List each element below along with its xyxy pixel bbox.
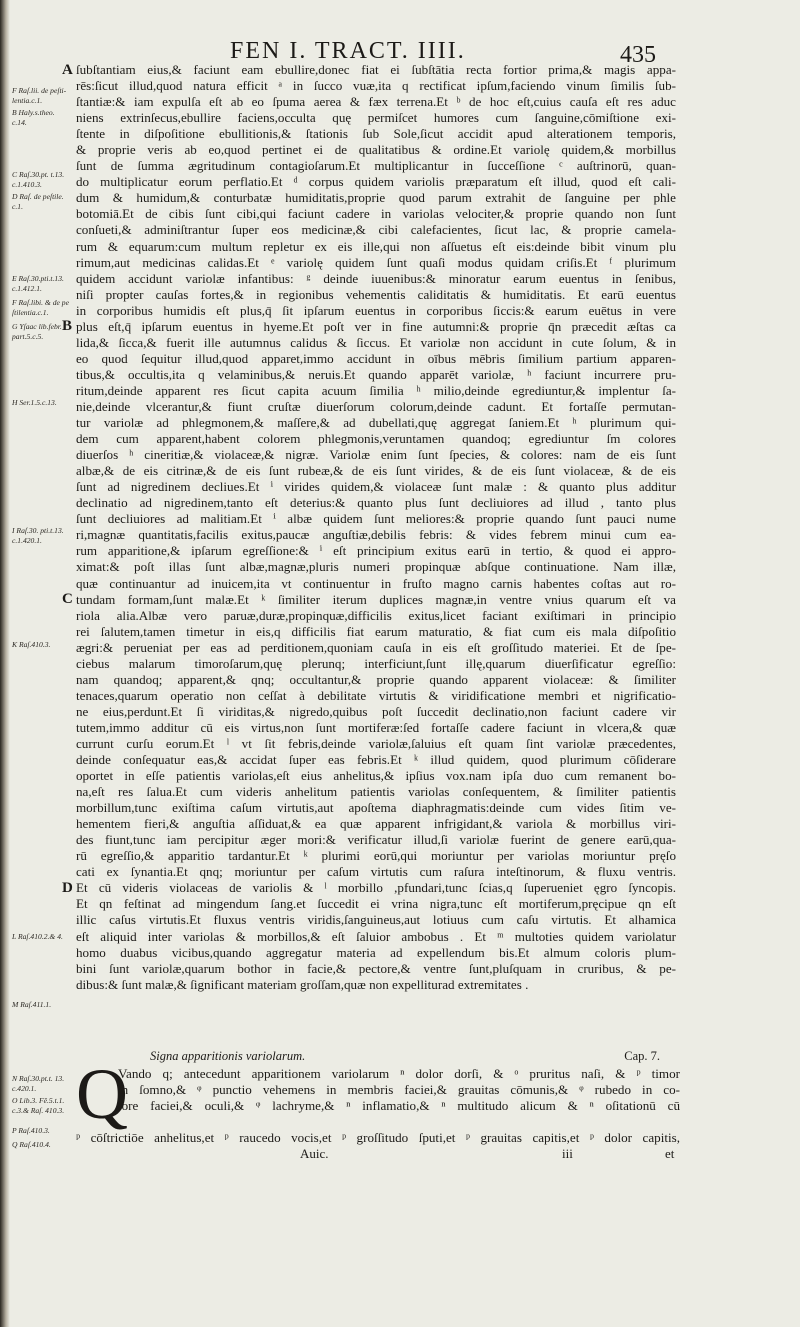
margin-note: C Raſ.30.pt. t.13. c.1.410.3.: [12, 170, 65, 189]
text-line: tur variolæ ad phlegmonem,& maſſere,& ad dubellati,quę aggregat ſaniem.Et ʰ plurimum qui-: [76, 415, 676, 431]
text-line: illic caſus virtutis.Et fluxus ventris viridis,ſanguineus,aut lotiuus cum caſu virtutis. Et alhamica: [76, 912, 676, 928]
text-line: rimum,aut medicinas calidas.Et ᵉ variolę quidem ſunt quaſi modus quidam criſis.Et ᶠ plurimum: [76, 254, 676, 270]
running-head: FEN I. TRACT. IIII.: [230, 38, 466, 64]
text-line: tutem,immo additur cū eis virtus,non ſunt mortiferæ:ſed fortaſſe cadere faciunt in vlcera,& quæ: [76, 719, 676, 735]
margin-note: I Raſ.30. pti.t.13. c.1.420.1.: [12, 526, 64, 545]
text-line: ximat:& poſt illas ſunt albæ,magnæ,pluris numeri propinquæ abſque continuatione. Nam illæ,: [76, 559, 676, 575]
text-line: niſi propter cauſas fortes,& in regionibus vehementis caliditatis & humiditatis. Et earū euentus: [76, 286, 676, 302]
text-line: tenaces,quarum operatio non ceſſat à debilitate virtutis & viridificatione membri et nigrificatio-: [76, 687, 676, 703]
chapter-heading: [150, 1049, 680, 1064]
text-line: lore faciei,& oculi,& ᵠ lachryme,& ⁿ inflamatio,& ⁿ multitudo alicum & ⁿ oſitationū cū: [118, 1098, 680, 1114]
text-line: ri,magnæ quantitatis,facilis exitus,paucæ anguſtiæ,debilis febris: & vides febrem minui cum ea-: [76, 527, 676, 543]
text-line: diuerſos ʰ cineritiæ,& violaceæ,& nigræ. Variolæ enim ſunt ſpecies, & colores: nam de eis ſunt: [76, 447, 676, 463]
text-line: morbillum,tunc exiſtima caſum virtutis,aut apoſtema diaphragmatis:deinde cum vides ſitim ve-: [76, 800, 676, 816]
text-line: tundam formam,ſunt malæ.Et ᵏ ſimiliter iterum duplices magnæ,in ventre vnius quarum eſt va: [76, 591, 676, 607]
chapter-title: Signa apparitionis variolarum.: [150, 1049, 306, 1063]
margin-note: F Raſ.libi. & de pe ſtilentia.c.1.: [12, 298, 69, 317]
text-line: in corporibus humidis eſt plus,q̄ ſit ipſarum euentus in corporibus ſiccis:& earum euētus in vere: [76, 302, 676, 318]
margin-note: D Raſ. de peſtile. c.1.: [12, 192, 64, 211]
body-text: [76, 62, 676, 993]
footer-catchword-left: Auic.: [300, 1146, 329, 1161]
text-line: cati ex ſynantia.Et qnq; moriuntur per caſum virtutis cum raſura inteſtinorum, & fluxu ventris.: [76, 864, 676, 880]
chapter-number: Cap. 7.: [624, 1049, 660, 1063]
section-letter-a: A: [62, 62, 73, 78]
text-line: plus eſt,q̄ ipſarum euentus in hyeme.Et poſt ver in fine autumni:& proprie q̄n præcedit æſtas ca: [76, 318, 676, 334]
text-line: ſtantiæ:& iam expulſa eſt ab eo ſpuma aerea & fæx terrena.Et ᵇ de hoc eſt,cuius cauſa eſt res aduc: [76, 94, 676, 110]
catchword: et: [665, 1146, 675, 1161]
text-line: deinde conſequatur eas,& accidat ſuper eas febris.Et ᵏ illud quidem, quod plurimum cōſiderare: [76, 752, 676, 768]
text-line: eo quod ſequitur illud,quod apparet,immo accidunt in oībus mēbris ſimilium partium apparen-: [76, 350, 676, 366]
section-letter-c: C: [62, 591, 73, 607]
margin-note: P Raſ.410.3.: [12, 1126, 50, 1135]
text-line: lida,& ſicca,& fuerit ille autumnus calidus & ſiccus. Et variolæ non accidunt in cute ſolum, & in: [76, 334, 676, 350]
text-line: albæ,& de eis citrinæ,& de eis ſunt rubeæ,& de eis ſunt virides, & de eis ſunt violaceæ, & de eis: [76, 463, 676, 479]
chapter-body: [118, 1066, 680, 1114]
text-line: Vando q; antecedunt apparitionem variolarum ⁿ dolor dorſi, & ᵒ pruritus naſi, & ᵖ timor: [118, 1066, 680, 1081]
text-line: ſunt de ſumma ægritudinum contagioſarum.Et multiplicantur in ſucceſſione ᶜ auſtrinorū, quan-: [76, 158, 676, 174]
margin-note: L Raſ.410.2.& 4.: [12, 932, 63, 941]
text-line: homo duabus vicibus,quando aggregatur materia ad expellendum bis.Et almum coloris plum-: [76, 944, 676, 960]
text-line: ritum,deinde apparent res ſicut capita acuum ſimilia ʰ milio,deinde egrediuntur,& implentur ſa-: [76, 382, 676, 398]
text-line: rum apparitione,& ipſarum egreſſione:& ⁱ eſt principium exitus earū in tertio, & quod ei appro-: [76, 543, 676, 559]
margin-note: G Yſaac lib.febr. part.5.c.5.: [12, 322, 62, 341]
text-line: ſubſtantiam eius,& faciunt eam ebullire,donec fiat ei ſubſtātia recta fortior prima,& magis appa-: [76, 62, 676, 77]
text-line: tibus,& occultis,ita q velaminibus,& neruis.Et quando apparēt variolæ, ʰ faciunt incurrere pru-: [76, 366, 676, 382]
margin-note: O Lib.3. Fē.5.t.1. c.3.& Raſ. 410.3.: [12, 1096, 65, 1115]
text-line: eſt aliquid inter variolas & morbillos,& eſt ſaluior ambobus . Et ᵐ multoties quidem variolatur: [76, 928, 676, 944]
margin-notes: [12, 0, 74, 1327]
text-line: in ſomno,& ᵠ punctio vehemens in membris faciei,& grauitas cōmunis,& ᵠ rubedo in co-: [118, 1082, 680, 1098]
text-line: dibus:& ſunt malæ,& ſignificant materiam groſſam,quæ non expelliturad extremitates .: [76, 976, 529, 992]
text-line: ne eius,perdunt.Et ſi viriditas,& nigredo,quibus poſt ſuccedit declinatio,non faciunt cadere vir: [76, 703, 676, 719]
text-line: bini ſunt variolæ,quarum bothor in facie,& pectore,& ventre ſunt,pluſquam in cruribus, & pe-: [76, 960, 676, 976]
text-line: botomiā.Et de cibis ſunt cibi,qui faciunt cadere in variolas velociter,& proprie quando non ſunt: [76, 206, 676, 222]
drop-cap: Q: [76, 1054, 128, 1134]
margin-note: K Raſ.410.3.: [12, 640, 51, 649]
text-line: ægri:& perueniat per eas ad perditionem,quoniam cauſa in eis eſt groſſitudo materiei. Et de ſpe-: [76, 639, 676, 655]
text-line: ſtente in diſpoſitione ebullitionis,& ſtationis ſub Sole,ſicut accidit apud alterationem temporis,: [76, 126, 676, 142]
signature-mark: iii: [562, 1146, 573, 1161]
text-line: oportet in eſſe patientis variolas,eſt eius anhelitus,& ipſius vox.nam ipſa duo cum remanent bo-: [76, 768, 676, 784]
text-line: & proprie veris ab eo,quod pertinet ei de qualitatibus & ordine.Et variolę quidem,& morbillus: [76, 142, 676, 158]
chapter-tail: [76, 1130, 680, 1146]
text-line: ſunt ad nigredinem decliues.Et ⁱ virides quidem,& violaceæ ſunt malæ : & quanto plus additur: [76, 479, 676, 495]
text-line: rei ſalutem,tamen timetur in eis,q difficilis fiat earum maturatio, & fiat cum eis mala diſpoſitio: [76, 623, 676, 639]
margin-note: H Ser.1.5.c.13.: [12, 398, 57, 407]
margin-note: F Raſ.lii. de peſti- lentia.c.1.: [12, 86, 67, 105]
section-letter-d: D: [62, 880, 73, 896]
text-line: dum & humidum,& conturbatæ humiditatis,proprie quod parum extrahit de ſanguine per phle: [76, 190, 676, 206]
margin-note: N Raſ.30.pt.t. 13. c.420.1.: [12, 1074, 65, 1093]
text-line: nie,deinde vlcerantur,& fiunt cruſtæ diuerſorum colorum,deinde cadunt. Et fortaſſe permutan-: [76, 398, 676, 414]
text-line: rum & equarum:cum multum repletur ex eis ille,qui non aſſuetus eſt eis:deinde bibit vinum plu: [76, 238, 676, 254]
text-line: Et cū videris violaceas de variolis & ˡ morbillo ,pfundari,tunc ſcias,q ſuperueniet ęgro ſyncopis.: [76, 880, 676, 896]
text-line: ſunt decliuiores ad malitiam.Et ⁱ albæ quidem ſunt meliores:& proprie quando ſunt pauci nume: [76, 511, 676, 527]
text-line: rū egreſſio,& apparitio tardantur.Et ᵏ plurimi eorū,qui moriuntur per variolas moriuntur pręſo: [76, 848, 676, 864]
text-line: na,eſt res ſalua.Et cum videris anhelitum patientis variolas conſequentem, & ſimiliter patientis: [76, 784, 676, 800]
text-line: rēs:ſicut illud,quod natura efficit ᵃ in ſucco vuæ,ita q rectificat ipſum,faciendo vinum ſimilis ſub-: [76, 78, 676, 94]
margin-note: Q Raſ.410.4.: [12, 1140, 51, 1149]
text-line: riola alia.Albæ vero paruæ,duræ,propinquæ,difficilis exitus,licet faciant exiſtimari in principio: [76, 607, 676, 623]
text-line: ciebus malarum timoroſarum,quę plerunq; interficiunt,ſunt illę,quarum diuerſificatur egreſſio:: [76, 655, 676, 671]
text-line: nam quandoq; apparent,& qnq; occultantur,& proprie quando apparent violaceæ: & ſimiliter: [76, 671, 676, 687]
text-line: ᵖ cōſtrictiōe anhelitus,et ᵖ raucedo vocis,et ᵖ groſſitudo ſputi,et ᵖ grauitas capitis,et ᵖ dolor capitis,: [76, 1130, 680, 1145]
text-line: Et qn feſtinat ad mingendum ſang.et ſuccedit ei vrina nigra,tunc eſt mortiferum,pręcipue qn eſt: [76, 896, 676, 912]
margin-note: B Haly.s.theo. c.14.: [12, 108, 55, 127]
text-line: currunt curſu eorum.Et ˡ vt ſit febris,deinde variolæ,ſaluius eſt quam ſint variolæ præcedentes,: [76, 735, 676, 751]
page-number: 435: [620, 42, 656, 68]
text-line: conſueti,& adminiſtrantur ſuper eos medicinæ,& cibi calefacientes, ſicut lac, & proprie camela-: [76, 222, 676, 238]
text-line: quidem accidunt variolæ infantibus: ᵍ deinde iuuenibus:& minoratur earum euentus in ſenibus,: [76, 270, 676, 286]
text-line: dem cum apparent,habent colorem phlegmonis,veruntamen quandoq; egrediuntur ſm colores: [76, 431, 676, 447]
text-line: des fiunt,tunc iam percipitur æger mori:& verificatur illud,ſi variolæ fuerint de genere earū,qua-: [76, 832, 676, 848]
margin-note: E Raſ.30.pti.t.13. c.1.412.1.: [12, 274, 64, 293]
text-line: niens extrinſecus,ebullire faciens,occulta quę permiſcet humores cum ſanguine,cōmiſtione exi-: [76, 110, 676, 126]
text-line: quæ continuantur ad inuicem,ita vt continuentur in fruſto magno carnis habentes coſtas aut ro-: [76, 575, 676, 591]
section-letter-b: B: [62, 318, 73, 334]
margin-note: M Raſ.411.1.: [12, 1000, 52, 1009]
gutter-shadow: [0, 0, 10, 1327]
text-line: hementem fieri,& anguſtia aſſiduat,& ea quæ apparent infrigidant,& variola & morbillus viri-: [76, 816, 676, 832]
text-line: declinatio ad nigredinem,tanto eſt deterius:& quanto plus ſunt decliuiores ad illud , tanto plus: [76, 495, 676, 511]
text-line: do multiplicatur eorum perflatio.Et ᵈ corpus quidem variolis præparatum eſt illud, quod eſt cali-: [76, 174, 676, 190]
